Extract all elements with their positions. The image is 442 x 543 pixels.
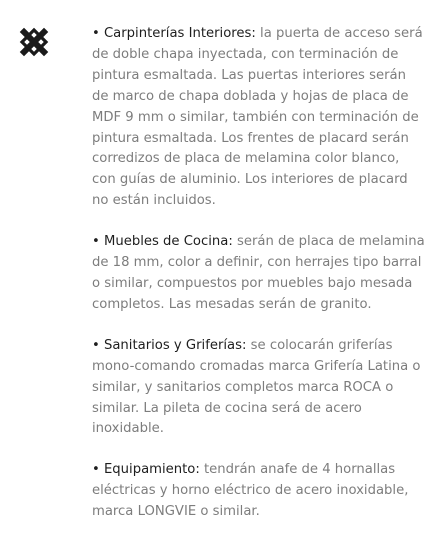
section-body: serán de placa de melamina de 18 mm, color a definir, con herrajes tipo barral o similar, compuestos por muebles bajo mesada completos. Las mesadas serán de granito.	[92, 234, 425, 312]
section-carpinterias	[92, 24, 426, 212]
specifications-text	[92, 24, 426, 543]
section-heading: • Muebles de Cocina:	[92, 234, 233, 250]
section-body: la puerta de acceso será de doble chapa inyectada, con terminación de pintura esmaltada. Las puertas interiores serán de marco de chapa doblada y hojas de placa de MDF 9 mm o similar, también con terminación de pintura esmaltada. Los frentes de placard serán corredizos de placa de melamina color blanco, con guías de aluminio. Los interiores de placard no están incluidos.	[92, 26, 423, 209]
section-body: tendrán anafe de 4 hornallas eléctricas y horno eléctrico de acero inoxidable, marca LONGVIE o similar.	[92, 462, 409, 520]
section-heading: • Equipamiento:	[92, 462, 200, 478]
section-equipamiento	[92, 460, 426, 523]
interlocking-knot-logo-icon	[18, 26, 50, 58]
section-muebles-cocina	[92, 232, 426, 316]
section-heading: • Carpinterías Interiores:	[92, 26, 256, 41]
section-body: se colocarán griferías mono-comando cromadas marca Grifería Latina o similar, y sanitarios completos marca ROCA o similar. La pileta de cocina será de acero inoxidable.	[92, 337, 421, 437]
section-heading: • Sanitarios y Griferías:	[92, 337, 247, 353]
section-sanitarios	[92, 336, 426, 441]
